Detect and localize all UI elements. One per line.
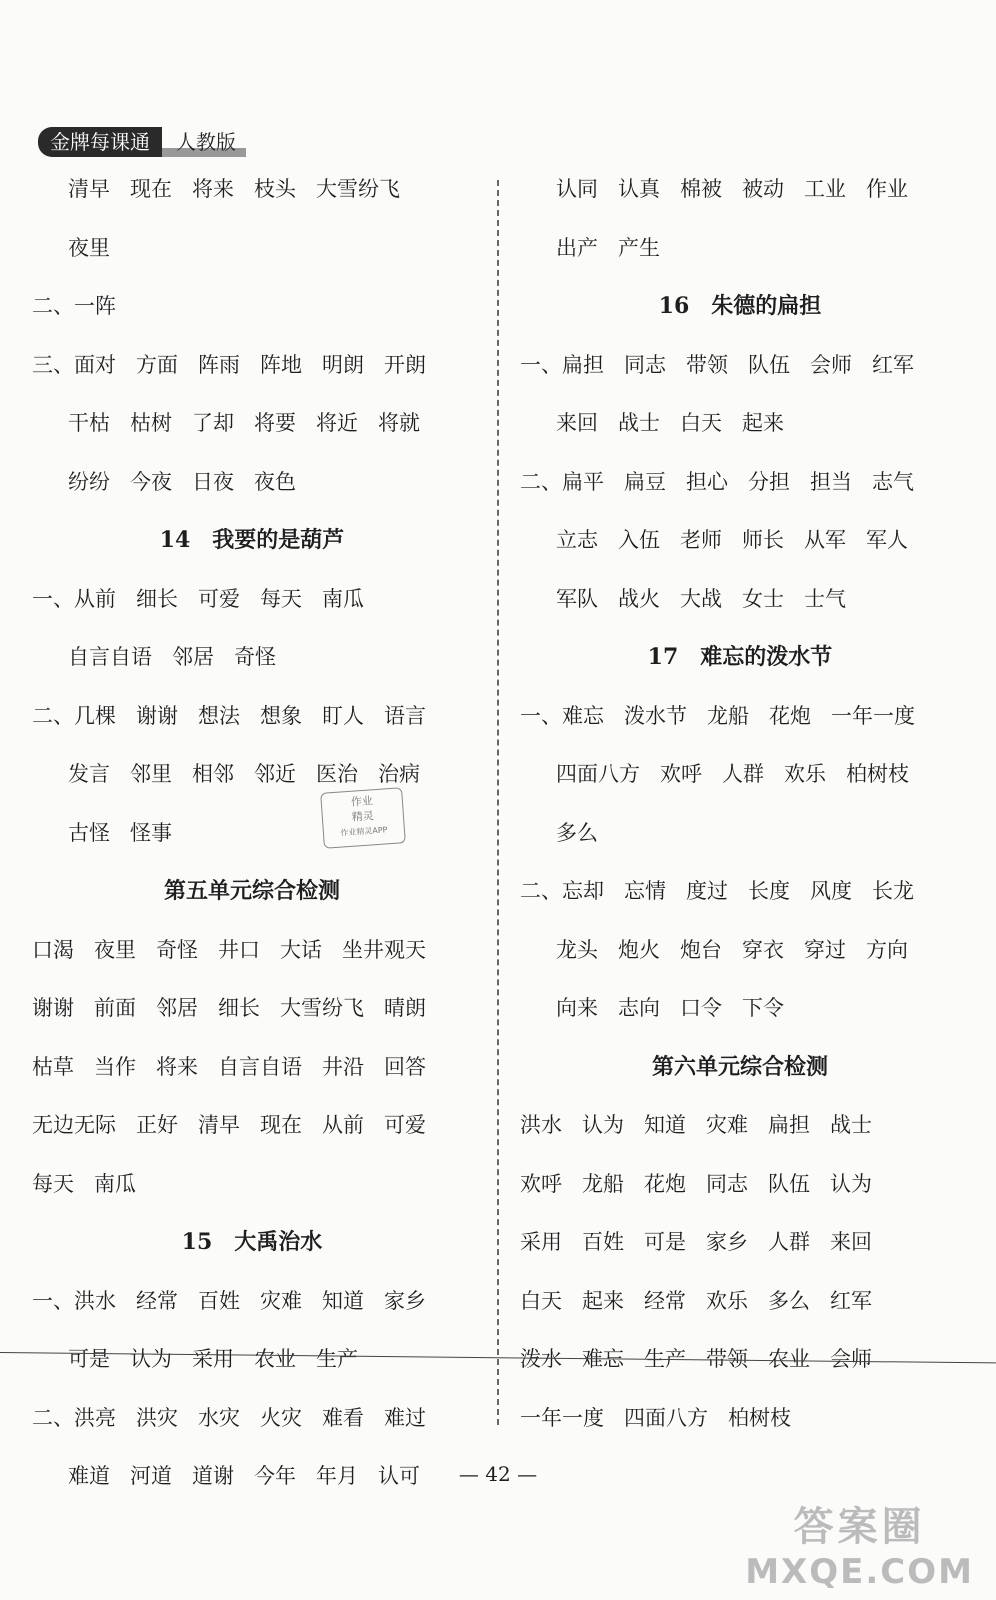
- answer-word: 志气: [872, 469, 914, 494]
- answer-line: [520, 160, 960, 219]
- answer-line: [32, 804, 472, 863]
- answer-word: 大战: [680, 586, 722, 611]
- answer-word: 难道: [68, 1464, 110, 1488]
- answer-word: 南瓜: [322, 586, 364, 611]
- answer-word: 将就: [378, 411, 420, 435]
- answer-line: [520, 862, 960, 921]
- answer-word: 大话: [280, 937, 322, 962]
- answer-word: 难看: [322, 1405, 364, 1430]
- lesson-title: [520, 1038, 960, 1097]
- answer-word: 纷纷: [68, 469, 110, 494]
- answer-word: 医治: [316, 762, 358, 786]
- watermark-url: MXQE.COM: [745, 1552, 974, 1592]
- answer-line: [520, 979, 960, 1038]
- lesson-title-text: 第五单元综合检测: [163, 878, 340, 904]
- answer-word: 红军: [872, 352, 914, 377]
- answer-word: 家乡: [706, 1230, 748, 1254]
- answer-word: 相邻: [192, 762, 234, 786]
- answer-word: 穿衣: [742, 937, 784, 962]
- answer-word: 清早: [198, 1113, 240, 1137]
- answer-word: 自言自语: [218, 1054, 302, 1079]
- answer-word: 一年一度: [831, 703, 915, 728]
- answer-word: 当作: [94, 1054, 136, 1079]
- answer-word: 一、扁担: [520, 352, 604, 377]
- answer-word: 工业: [804, 177, 846, 201]
- answer-word: 经常: [644, 1288, 686, 1313]
- answer-word: 经常: [136, 1288, 178, 1313]
- answer-line: [520, 1155, 960, 1214]
- answer-word: 被动: [742, 177, 784, 201]
- answer-word: 了却: [192, 411, 234, 435]
- answer-word: 火灾: [260, 1405, 302, 1430]
- answer-word: 穿过: [804, 937, 846, 962]
- lesson-title-text: 第六单元综合检测: [651, 1053, 828, 1080]
- answer-word: 老师: [680, 528, 722, 552]
- answer-word: 可是: [644, 1230, 686, 1254]
- answer-word: 盯人: [322, 703, 364, 728]
- answer-word: 夜里: [68, 235, 110, 260]
- answer-word: 灾难: [260, 1288, 302, 1313]
- answer-line: [520, 570, 960, 629]
- answer-word: 认为: [130, 1347, 172, 1371]
- answer-word: 一、洪水: [32, 1288, 116, 1313]
- answer-word: 奇怪: [234, 645, 276, 669]
- answer-word: 二、几棵: [32, 703, 116, 728]
- answer-word: 阵雨: [198, 352, 240, 377]
- answer-word: 想法: [198, 703, 240, 728]
- answer-word: 会师: [810, 352, 852, 377]
- answer-word: 队伍: [748, 352, 790, 377]
- answer-word: 多么: [768, 1288, 810, 1313]
- answer-word: 明朗: [322, 352, 364, 377]
- answer-word: 扁担: [768, 1113, 810, 1137]
- answer-line: [520, 921, 960, 980]
- answer-word: 口令: [680, 996, 722, 1020]
- edition-label: 人教版: [162, 127, 246, 157]
- answer-line: [520, 219, 960, 278]
- answer-word: 二、一阵: [32, 294, 116, 318]
- answer-word: 柏树枝: [846, 762, 909, 786]
- answer-word: 洪水: [520, 1113, 562, 1137]
- answer-word: 采用: [192, 1347, 234, 1371]
- answer-word: 长度: [748, 879, 790, 903]
- answer-word: 起来: [582, 1288, 624, 1313]
- answer-word: 花炮: [769, 703, 811, 728]
- answer-line: [32, 1155, 472, 1214]
- answer-word: 担心: [686, 469, 728, 494]
- answer-word: 生产: [644, 1347, 686, 1371]
- answer-line: [520, 804, 960, 863]
- answer-word: 大雪纷飞: [316, 177, 400, 201]
- answer-word: 生产: [316, 1347, 358, 1371]
- lesson-number: 14: [159, 527, 191, 553]
- answer-word: 三、面对: [32, 352, 116, 377]
- answer-word: 邻里: [130, 762, 172, 786]
- answer-word: 龙船: [582, 1171, 624, 1196]
- answer-line: [520, 1096, 960, 1155]
- answer-word: 井口: [218, 937, 260, 962]
- answer-word: 欢呼: [660, 762, 702, 786]
- answer-word: 将要: [254, 411, 296, 435]
- site-watermark: [745, 1495, 974, 1592]
- answer-word: 井沿: [322, 1054, 364, 1079]
- answer-line: [520, 1389, 960, 1448]
- answer-word: 难忘: [582, 1347, 624, 1371]
- answer-word: 日夜: [192, 469, 234, 494]
- lesson-title: [520, 628, 960, 687]
- answer-word: 从军: [804, 528, 846, 552]
- answer-word: 立志: [556, 528, 598, 552]
- answer-word: 带领: [706, 1347, 748, 1371]
- answer-word: 大雪纷飞: [280, 996, 364, 1020]
- answer-line: [520, 687, 960, 746]
- answer-word: 语言: [384, 703, 426, 728]
- answer-word: 谢谢: [32, 996, 74, 1020]
- answer-word: 认为: [582, 1113, 624, 1137]
- answer-word: 花炮: [644, 1171, 686, 1196]
- answer-word: 今年: [254, 1464, 296, 1488]
- answer-line: [32, 1272, 472, 1331]
- answer-word: 分担: [748, 469, 790, 494]
- right-column: [520, 160, 960, 1447]
- answer-word: 回答: [384, 1054, 426, 1079]
- answer-line: [32, 453, 472, 512]
- answer-word: 白天: [680, 411, 722, 435]
- answer-word: 入伍: [618, 528, 660, 552]
- answer-line: [32, 745, 472, 804]
- answer-word: 清早: [68, 177, 110, 201]
- answer-word: 一、难忘: [520, 703, 604, 728]
- answer-word: 奇怪: [156, 937, 198, 962]
- answer-word: 度过: [686, 879, 728, 903]
- answer-line: [32, 687, 472, 746]
- answer-word: 知道: [322, 1288, 364, 1313]
- answer-word: 邻近: [254, 762, 296, 786]
- answer-word: 棉被: [680, 177, 722, 201]
- answer-word: 怪事: [130, 820, 172, 845]
- answer-word: 来回: [830, 1230, 872, 1254]
- answer-word: 炮台: [680, 937, 722, 962]
- answer-word: 将近: [316, 411, 358, 435]
- answer-word: 方面: [136, 352, 178, 377]
- answer-line: [520, 336, 960, 395]
- answer-word: 扁豆: [624, 469, 666, 494]
- lesson-title-text: 朱德的扁担: [711, 293, 822, 319]
- answer-line: [32, 1096, 472, 1155]
- answer-word: 欢呼: [520, 1171, 562, 1196]
- answer-line: [520, 511, 960, 570]
- stamp-line2: 精灵: [351, 809, 375, 824]
- answer-word: 枝头: [254, 177, 296, 201]
- answer-word: 自言自语: [68, 645, 152, 669]
- answer-word: 认为: [830, 1171, 872, 1196]
- lesson-title-text: 难忘的泼水节: [700, 644, 833, 670]
- answer-word: 龙头: [556, 937, 598, 962]
- answer-word: 年月: [316, 1464, 358, 1488]
- answer-word: 可爱: [198, 586, 240, 611]
- answer-word: 会师: [830, 1347, 872, 1371]
- answer-line: [32, 628, 472, 687]
- answer-line: [32, 336, 472, 395]
- answer-word: 口渴: [32, 937, 74, 962]
- answer-line: [32, 160, 472, 219]
- answer-line: [520, 745, 960, 804]
- answer-word: 同志: [706, 1171, 748, 1196]
- answer-word: 知道: [644, 1113, 686, 1137]
- answer-word: 南瓜: [94, 1171, 136, 1196]
- answer-word: 无边无际: [32, 1113, 116, 1137]
- answer-word: 将来: [156, 1054, 198, 1079]
- answer-word: 细长: [136, 586, 178, 611]
- answer-word: 邻居: [172, 645, 214, 669]
- lesson-number: 16: [658, 293, 690, 319]
- answer-word: 将来: [192, 177, 234, 201]
- answer-word: 古怪: [68, 820, 110, 845]
- answer-word: 采用: [520, 1230, 562, 1254]
- watermark-logo: 答案圈: [793, 1504, 926, 1550]
- stamp-line3: 作业精灵APP: [340, 825, 388, 838]
- answer-line: [32, 219, 472, 278]
- answer-line: [32, 979, 472, 1038]
- answer-word: 灾难: [706, 1113, 748, 1137]
- answer-word: 今夜: [130, 469, 172, 494]
- answer-word: 队伍: [768, 1171, 810, 1196]
- answer-word: 忘情: [624, 879, 666, 903]
- answer-word: 柏树枝: [728, 1405, 791, 1430]
- lesson-title: [32, 1213, 472, 1272]
- answer-word: 百姓: [582, 1230, 624, 1254]
- answer-word: 晴朗: [384, 996, 426, 1020]
- answer-word: 担当: [810, 469, 852, 494]
- answer-word: 方向: [866, 937, 908, 962]
- answer-word: 河道: [130, 1464, 172, 1488]
- answer-word: 一年一度: [520, 1405, 604, 1430]
- answer-line: [32, 1389, 472, 1448]
- answer-word: 邻居: [156, 996, 198, 1020]
- answer-line: [32, 394, 472, 453]
- lesson-title-text: 我要的是葫芦: [212, 527, 345, 553]
- answer-word: 出产: [556, 235, 598, 260]
- answer-word: 来回: [556, 411, 598, 435]
- answer-word: 四面八方: [624, 1405, 708, 1430]
- answer-line: [520, 394, 960, 453]
- answer-word: 志向: [618, 996, 660, 1020]
- answer-word: 枯草: [32, 1054, 74, 1079]
- answer-word: 炮火: [618, 937, 660, 962]
- answer-word: 师长: [742, 528, 784, 552]
- answer-word: 想象: [260, 703, 302, 728]
- answer-word: 人群: [768, 1230, 810, 1254]
- lesson-title: [32, 511, 472, 570]
- answer-word: 多么: [556, 820, 598, 845]
- answer-word: 风度: [810, 879, 852, 903]
- brand-label: 金牌每课通: [38, 127, 162, 157]
- answer-word: 二、洪亮: [32, 1405, 116, 1430]
- answer-word: 一、从前: [32, 586, 116, 611]
- answer-word: 阵地: [260, 352, 302, 377]
- book-header: [38, 127, 246, 157]
- lesson-title: [32, 862, 472, 921]
- answer-word: 产生: [618, 235, 660, 260]
- answer-word: 夜色: [254, 469, 296, 494]
- answer-word: 起来: [742, 411, 784, 435]
- answer-word: 认真: [618, 177, 660, 201]
- answer-word: 人群: [722, 762, 764, 786]
- answer-word: 下令: [742, 996, 784, 1020]
- answer-word: 红军: [830, 1288, 872, 1313]
- answer-word: 道谢: [192, 1464, 234, 1488]
- answer-word: 向来: [556, 996, 598, 1020]
- answer-word: 可爱: [384, 1113, 426, 1137]
- answer-word: 每天: [260, 586, 302, 611]
- answer-word: 前面: [94, 996, 136, 1020]
- answer-word: 百姓: [198, 1288, 240, 1313]
- answer-word: 认同: [556, 177, 598, 201]
- stamp-line1: 作业: [350, 794, 374, 809]
- answer-line: [32, 570, 472, 629]
- answer-line: [32, 1038, 472, 1097]
- answer-word: 欢乐: [784, 762, 826, 786]
- page-number: — 42 —: [458, 1462, 538, 1486]
- answer-word: 农业: [254, 1347, 296, 1371]
- left-column: [32, 160, 472, 1506]
- answer-line: [520, 1272, 960, 1331]
- answer-word: 二、扁平: [520, 469, 604, 494]
- answer-word: 欢乐: [706, 1288, 748, 1313]
- answer-word: 干枯: [68, 411, 110, 435]
- lesson-title-text: 大禹治水: [234, 1229, 323, 1255]
- answer-word: 发言: [68, 762, 110, 786]
- answer-word: 士气: [804, 586, 846, 611]
- app-stamp: [320, 787, 406, 849]
- answer-word: 泼水节: [624, 703, 687, 728]
- answer-word: 认可: [378, 1464, 420, 1488]
- answer-word: 枯树: [130, 411, 172, 435]
- answer-word: 农业: [768, 1347, 810, 1371]
- answer-word: 从前: [322, 1113, 364, 1137]
- answer-word: 洪灾: [136, 1405, 178, 1430]
- answer-word: 水灾: [198, 1405, 240, 1430]
- answer-word: 战士: [830, 1113, 872, 1137]
- answer-line: [520, 1213, 960, 1272]
- answer-line: [520, 453, 960, 512]
- column-divider: [497, 180, 499, 1425]
- answer-word: 家乡: [384, 1288, 426, 1313]
- answer-word: 治病: [378, 762, 420, 786]
- answer-word: 战火: [618, 586, 660, 611]
- lesson-number: 17: [647, 644, 679, 670]
- answer-line: [32, 277, 472, 336]
- answer-word: 正好: [136, 1113, 178, 1137]
- answer-word: 可是: [68, 1347, 110, 1371]
- answer-word: 带领: [686, 352, 728, 377]
- answer-word: 谢谢: [136, 703, 178, 728]
- answer-word: 细长: [218, 996, 260, 1020]
- answer-word: 同志: [624, 352, 666, 377]
- answer-word: 泼水: [520, 1347, 562, 1371]
- answer-word: 白天: [520, 1288, 562, 1313]
- answer-word: 现在: [130, 177, 172, 201]
- answer-word: 龙船: [707, 703, 749, 728]
- answer-word: 二、忘却: [520, 879, 604, 903]
- lesson-title: [520, 277, 960, 336]
- answer-word: 坐井观天: [342, 937, 426, 962]
- answer-word: 长龙: [872, 879, 914, 903]
- answer-line: [32, 921, 472, 980]
- answer-word: 战士: [618, 411, 660, 435]
- answer-line: [32, 1330, 472, 1389]
- answer-word: 现在: [260, 1113, 302, 1137]
- lesson-number: 15: [181, 1229, 213, 1255]
- answer-word: 女士: [742, 586, 784, 611]
- answer-word: 夜里: [94, 937, 136, 962]
- answer-word: 军队: [556, 586, 598, 611]
- answer-word: 每天: [32, 1171, 74, 1196]
- answer-word: 四面八方: [556, 762, 640, 786]
- answer-word: 军人: [866, 528, 908, 552]
- answer-word: 难过: [384, 1405, 426, 1430]
- answer-word: 开朗: [384, 352, 426, 377]
- answer-word: 作业: [866, 177, 908, 201]
